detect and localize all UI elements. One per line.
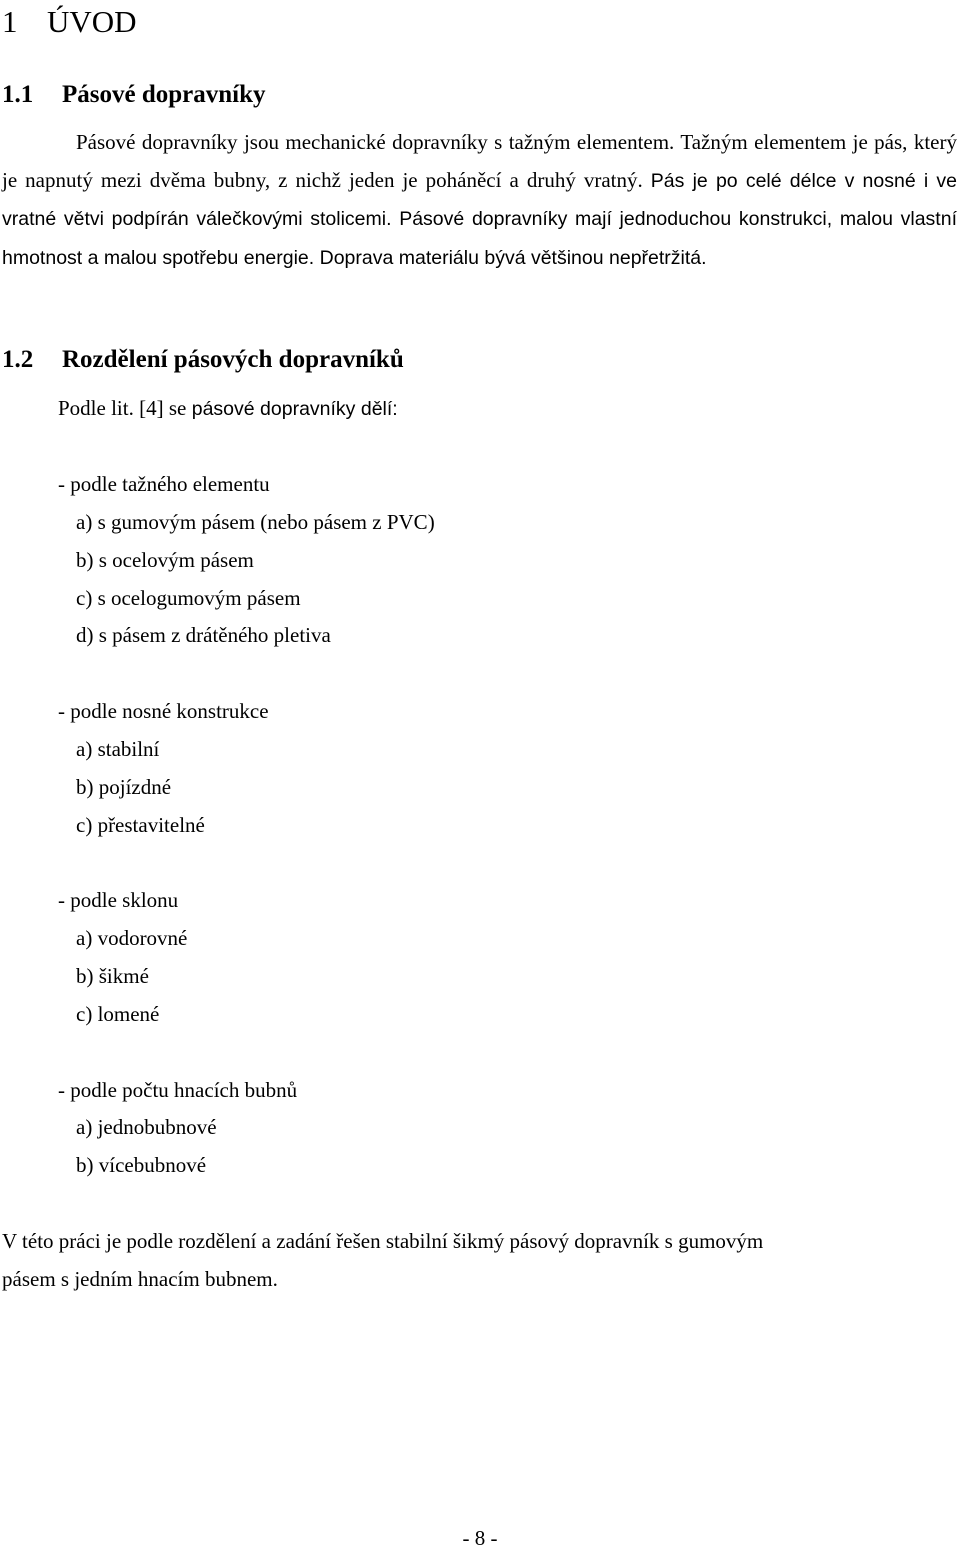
page-number: - 8 - xyxy=(462,1526,498,1550)
section-title-1-2: Rozdělení pásových dopravníků xyxy=(62,346,404,373)
list-item: b) šikmé xyxy=(76,964,149,988)
section-paragraph-1-1 xyxy=(2,124,957,277)
conclusion-line-1: V této práci je podle rozdělení a zadání řešen stabilní šikmý pásový dopravník s gumovým xyxy=(2,1229,764,1253)
group-heading: - podle tažného elementu xyxy=(58,472,270,496)
list-item: a) jednobubnové xyxy=(76,1115,217,1139)
list-item: a) s gumovým pásem (nebo pásem z PVC) xyxy=(76,510,435,534)
chapter-number: 1 xyxy=(2,4,18,39)
paragraph-serif-text: Pásové dopravníky jsou mechanické dopravníky s tažným elementem. Tažným elementem je pás, který je napnutý mezi dvěma bubny, z nichž jeden je poháněcí a druhý vratný. xyxy=(2,130,957,192)
list-item: a) vodorovné xyxy=(76,926,188,950)
classification-intro xyxy=(58,393,398,424)
list-item: b) s ocelovým pásem xyxy=(76,548,254,572)
chapter-title: ÚVOD xyxy=(47,4,137,39)
group-heading: - podle počtu hnacích bubnů xyxy=(58,1078,298,1102)
section-title-1-1: Pásové dopravníky xyxy=(62,81,266,108)
list-item: c) s ocelogumovým pásem xyxy=(76,586,301,610)
list-item: b) vícebubnové xyxy=(76,1153,207,1177)
list-item: a) stabilní xyxy=(76,737,160,761)
section-number-1-1: 1.1 xyxy=(2,81,34,108)
section-number-1-2: 1.2 xyxy=(2,346,34,373)
section-heading-1-2 xyxy=(2,344,404,376)
group-heading: - podle sklonu xyxy=(58,888,179,912)
intro-serif-text: Podle lit. [4] se xyxy=(58,396,187,420)
intro-sans-text: pásové dopravníky dělí: xyxy=(186,398,398,420)
conclusion-line-2: pásem s jedním hnacím bubnem. xyxy=(2,1267,278,1291)
group-heading: - podle nosné konstrukce xyxy=(58,699,269,723)
chapter-heading xyxy=(2,2,137,42)
paragraph-sans-text: Pás je po celé délce v nosné i ve vratné větvi podpírán válečkovými stolicemi. Pásové dopravníky mají jednoduchou konstrukci, malou vlastní hmotnost a malou spotřebu energie. Doprava materiálu bývá většinou nepřetržitá. xyxy=(2,169,958,269)
list-item: c) přestavitelné xyxy=(76,813,205,837)
list-item: b) pojízdné xyxy=(76,775,172,799)
section-heading-1-1 xyxy=(2,79,266,111)
list-item: c) lomené xyxy=(76,1002,160,1026)
list-item: d) s pásem z drátěného pletiva xyxy=(76,623,331,647)
